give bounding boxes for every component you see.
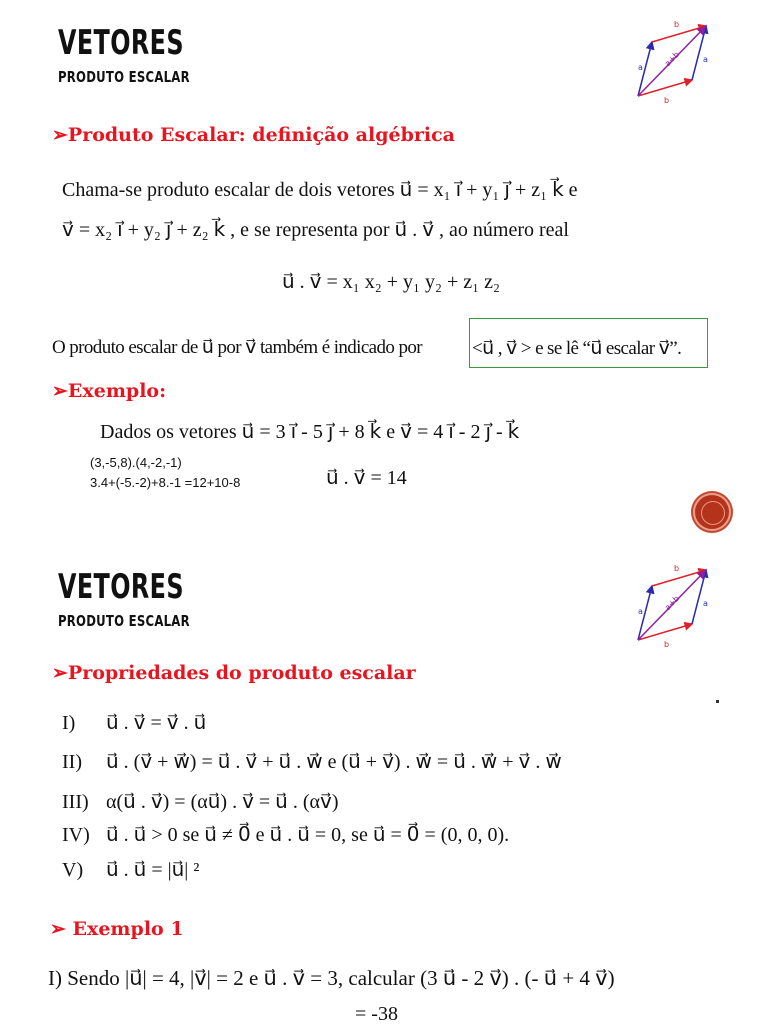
- property-number: IV): [62, 824, 90, 846]
- diagram2-label-sum: a+b: [663, 593, 682, 613]
- notation-box-text: <u⃗ , v⃗ > e se lê “u⃗ escalar v⃗”.: [472, 338, 682, 359]
- property-text: u⃗ . u⃗ > 0 se u⃗ ≠ 0⃗ e u⃗ . u⃗ = 0, se u⃗ = 0⃗ = (0, 0, 0).: [106, 824, 510, 846]
- slide1-subtitle: PRODUTO ESCALAR: [58, 68, 190, 86]
- example1-heading: ➢ Exemplo 1: [50, 918, 184, 940]
- property-text: u⃗ . (v⃗ + w⃗) = u⃗ . v⃗ + u⃗ . w⃗ e (u⃗ + v⃗) . w⃗ = u⃗ . w⃗ + v⃗ . w⃗: [106, 751, 562, 773]
- properties-heading: ➢Propriedades do produto escalar: [52, 662, 416, 684]
- property-text: α(u⃗ . v⃗) = (αu⃗) . v⃗ = u⃗ . (αv⃗): [106, 791, 339, 813]
- property-5: [62, 860, 199, 880]
- property-number: V): [62, 859, 84, 881]
- example-calc-line-1: (3,-5,8).(4,-2,-1): [90, 455, 182, 470]
- property-text: u⃗ . v⃗ = v⃗ . u⃗: [106, 712, 207, 734]
- property-text: u⃗ . u⃗ = |u⃗| ²: [106, 859, 200, 881]
- property-4: [62, 825, 509, 845]
- property-number: III): [62, 791, 89, 813]
- diagram2-label-b-top: b: [674, 564, 680, 573]
- diagram-label-a-right: a: [703, 55, 708, 64]
- example-result: u⃗ . v⃗ = 14: [326, 467, 407, 489]
- slide1-title: VETORES: [58, 23, 184, 63]
- notation-box: [469, 318, 708, 368]
- dot-product-formula: u⃗ . v⃗ = x₁ x₂ + y₁ y₂ + z₁ z₂: [282, 271, 500, 293]
- example-heading: ➢Exemplo:: [52, 380, 167, 402]
- definition-line-1: Chama-se produto escalar de dois vetores u⃗ = x₁ i⃗ + y₁ j⃗ + z₁ k⃗ e: [62, 179, 578, 201]
- vector-sum-diagram-1: [628, 18, 718, 106]
- diagram-label-b-bottom: b: [664, 96, 670, 105]
- stray-dot: [716, 700, 719, 703]
- slide2-subtitle: PRODUTO ESCALAR: [58, 612, 190, 630]
- diagram-label-sum: a+b: [663, 49, 682, 69]
- exercise-answer: = -38: [355, 1003, 398, 1025]
- button-ring: [701, 501, 725, 525]
- property-number: II): [62, 751, 82, 773]
- diagram2-label-a-right: a: [703, 599, 708, 608]
- definition-heading: ➢Produto Escalar: definição algébrica: [52, 124, 455, 146]
- property-1: [62, 713, 206, 733]
- property-3: [62, 792, 339, 812]
- slide2-title: VETORES: [58, 567, 184, 607]
- definition-line-2: v⃗ = x₂ i⃗ + y₂ j⃗ + z₂ k⃗ , e se representa por u⃗ . v⃗ , ao número real: [62, 219, 569, 241]
- diagram-label-b-top: b: [674, 20, 680, 29]
- vector-sum-diagram-2: [628, 562, 718, 650]
- property-number: I): [62, 712, 76, 734]
- diagram-label-a-left: a: [638, 63, 643, 72]
- example-calc-line-2: 3.4+(-5.-2)+8.-1 =12+10-8: [90, 475, 241, 490]
- next-slide-button[interactable]: [695, 495, 729, 529]
- property-2: [62, 752, 562, 772]
- exercise-statement: I) Sendo |u⃗| = 4, |v⃗| = 2 e u⃗ . v⃗ = 3, calcular (3 u⃗ - 2 v⃗) . (- u⃗ + 4 v⃗): [48, 966, 615, 990]
- notation-text: O produto escalar de u⃗ por v⃗ também é indicado por: [52, 337, 422, 358]
- diagram2-label-a-left: a: [638, 607, 643, 616]
- example-vectors: Dados os vetores u⃗ = 3 i⃗ - 5 j⃗ + 8 k⃗ e v⃗ = 4 i⃗ - 2 j⃗ - k⃗: [100, 421, 520, 443]
- diagram2-label-b-bottom: b: [664, 640, 670, 649]
